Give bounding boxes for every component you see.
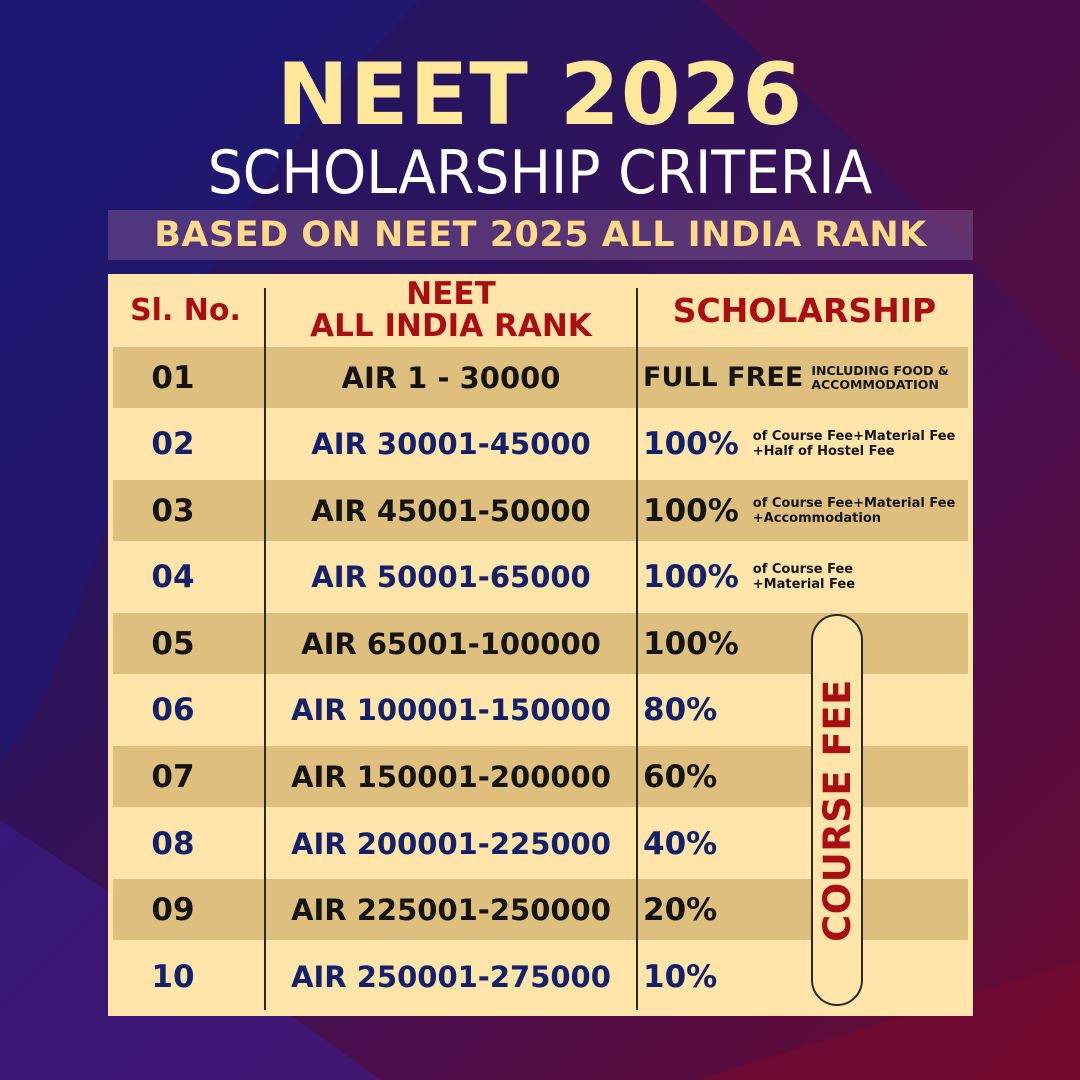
row-scholarship bbox=[643, 413, 968, 474]
table-row bbox=[113, 480, 968, 541]
row-scholarship bbox=[643, 480, 968, 541]
row-scholarship bbox=[643, 879, 968, 940]
row-rank: AIR 30001-45000 bbox=[311, 426, 591, 461]
page-subtitle: SCHOLARSHIP CRITERIA bbox=[207, 138, 873, 208]
row-sl: 08 bbox=[151, 825, 195, 862]
row-rank: AIR 150001-200000 bbox=[291, 759, 611, 794]
scholarship-value: 100% bbox=[643, 625, 739, 662]
row-scholarship bbox=[643, 546, 968, 607]
row-scholarship bbox=[643, 347, 968, 408]
scholarship-note: of Course Fee+Material Fee +Accommodation bbox=[752, 495, 956, 526]
header-rank bbox=[266, 274, 636, 346]
row-sl: 04 bbox=[151, 558, 195, 595]
scholarship-value: 80% bbox=[643, 691, 718, 728]
row-sl: 07 bbox=[151, 758, 195, 795]
table-row bbox=[113, 347, 968, 408]
table-row bbox=[113, 413, 968, 474]
scholarship-note: of Course Fee +Material Fee bbox=[752, 561, 856, 592]
scholarship-value: 100% bbox=[643, 492, 739, 529]
scholarship-value: 40% bbox=[643, 825, 718, 862]
row-rank: AIR 65001-100000 bbox=[301, 626, 601, 661]
row-rank: AIR 100001-150000 bbox=[291, 692, 611, 727]
row-sl: 06 bbox=[151, 691, 195, 728]
scholarship-value: 100% bbox=[643, 558, 739, 595]
column-divider bbox=[264, 288, 266, 1010]
row-rank: AIR 250001-275000 bbox=[291, 959, 611, 994]
course-fee-label: COURSE FEE bbox=[815, 678, 859, 942]
row-scholarship bbox=[643, 613, 968, 674]
scholarship-value: 10% bbox=[643, 958, 718, 995]
scholarship-note: INCLUDING FOOD & ACCOMMODATION bbox=[811, 362, 949, 392]
row-sl: 09 bbox=[151, 891, 195, 928]
header-rank-line1: NEET bbox=[406, 276, 496, 312]
row-scholarship bbox=[643, 679, 968, 740]
course-fee-pill bbox=[811, 614, 863, 1006]
header-rank-line2: ALL INDIA RANK bbox=[310, 308, 592, 344]
row-scholarship bbox=[643, 746, 968, 807]
row-rank: AIR 225001-250000 bbox=[291, 892, 611, 927]
page-title: NEET 2026 bbox=[276, 45, 804, 145]
row-sl: 05 bbox=[151, 625, 195, 662]
scholarship-value: 20% bbox=[643, 891, 718, 928]
row-sl: 01 bbox=[151, 359, 195, 396]
scholarship-table bbox=[108, 274, 973, 1016]
scholarship-value: 60% bbox=[643, 758, 718, 795]
column-divider bbox=[636, 288, 638, 1010]
header-scholarship: SCHOLARSHIP bbox=[672, 290, 937, 330]
row-sl: 02 bbox=[151, 425, 195, 462]
scholarship-value: 100% bbox=[643, 425, 739, 462]
row-scholarship bbox=[643, 813, 968, 874]
row-sl: 10 bbox=[151, 958, 195, 995]
table-row bbox=[113, 546, 968, 607]
row-rank: AIR 1 - 30000 bbox=[341, 360, 561, 395]
header-sl-no: Sl. No. bbox=[130, 292, 241, 328]
row-rank: AIR 200001-225000 bbox=[291, 826, 611, 861]
row-rank: AIR 50001-65000 bbox=[311, 559, 591, 594]
criteria-banner: BASED ON NEET 2025 ALL INDIA RANK bbox=[108, 210, 973, 260]
row-scholarship bbox=[643, 946, 968, 1007]
row-sl: 03 bbox=[151, 492, 195, 529]
scholarship-note: of Course Fee+Material Fee +Half of Hostel Fee bbox=[752, 428, 956, 459]
scholarship-value: FULL FREE bbox=[643, 362, 804, 393]
row-rank: AIR 45001-50000 bbox=[311, 493, 591, 528]
